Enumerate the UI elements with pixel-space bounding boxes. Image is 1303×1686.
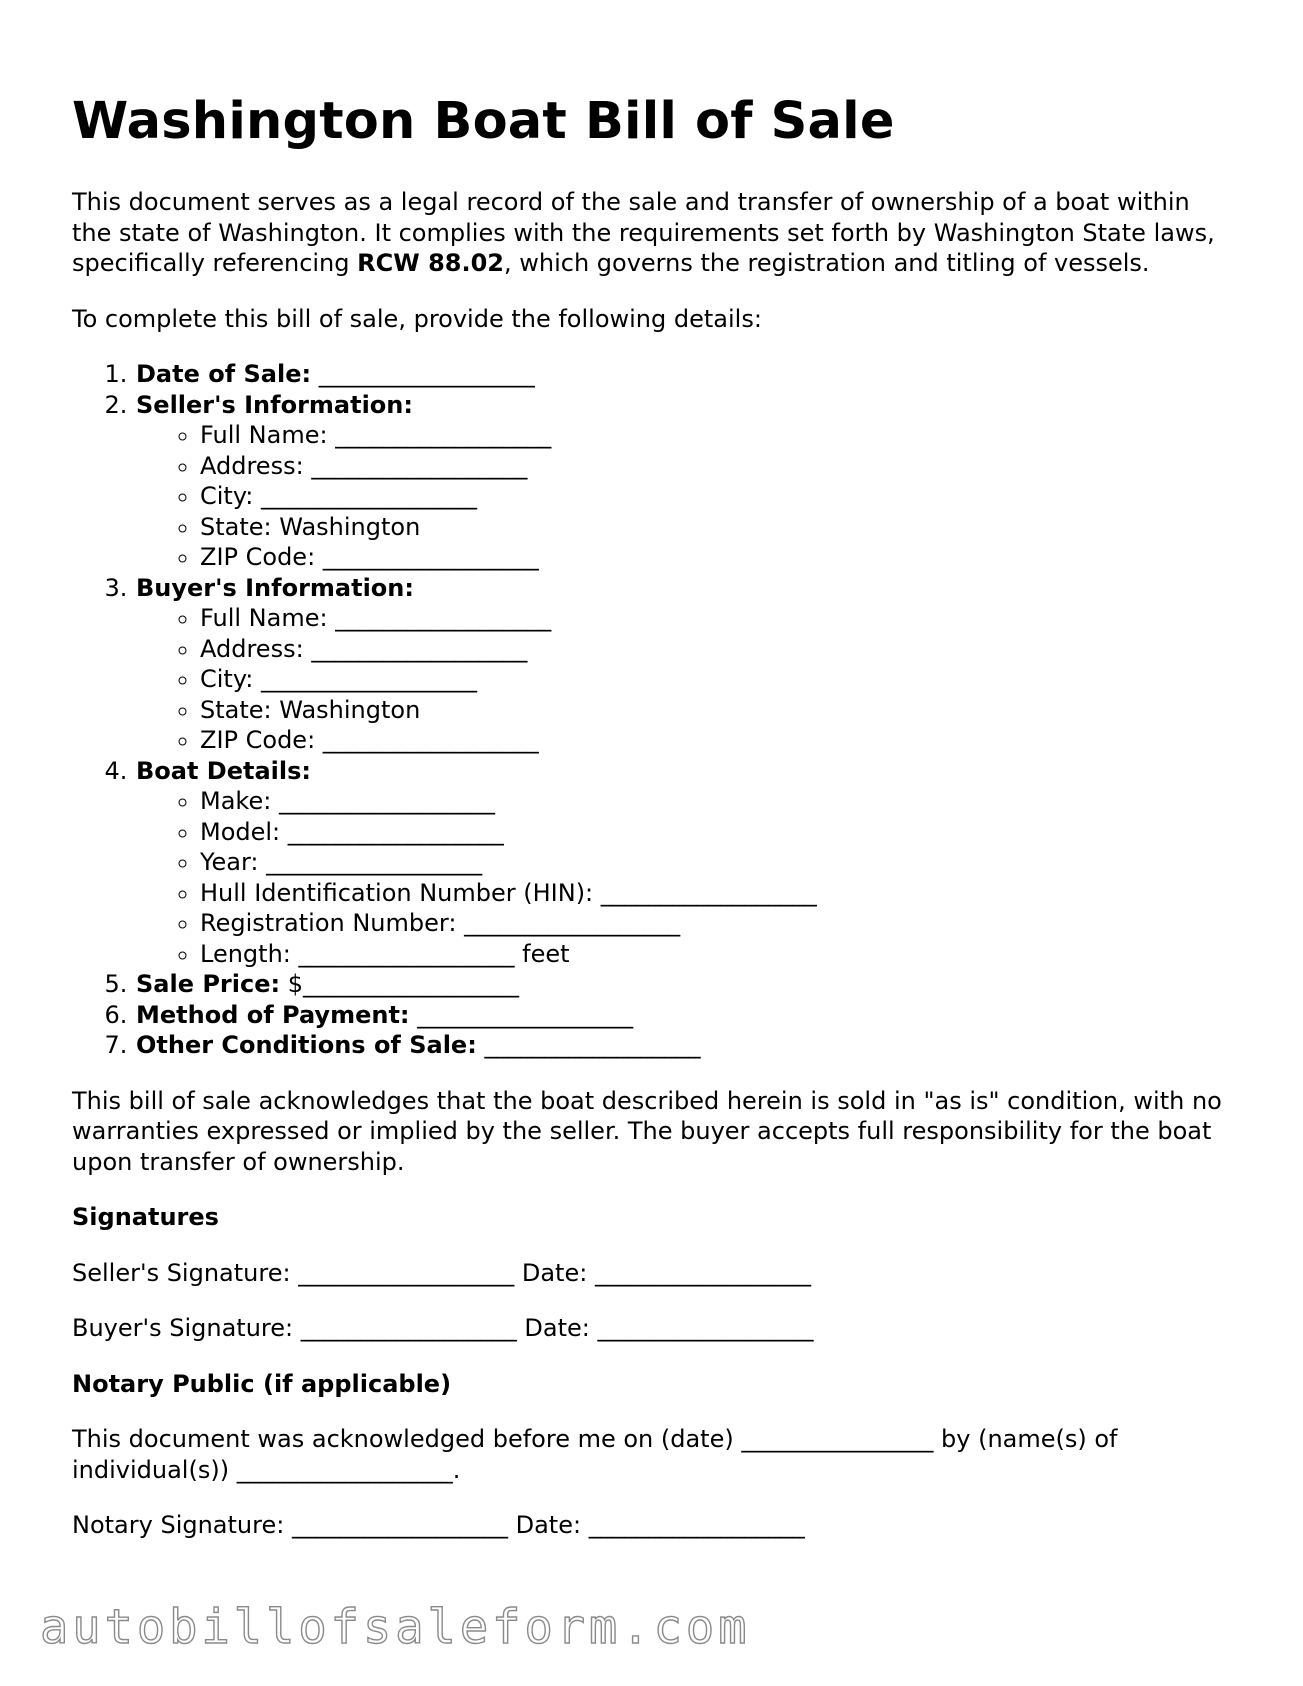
seller-zip-blank[interactable]: __________________ <box>322 543 539 571</box>
buyer-full-name-item <box>200 603 1232 634</box>
seller-date-label: Date: <box>521 1258 588 1287</box>
buyer-city-item <box>200 664 1232 695</box>
buyer-city-blank[interactable]: __________________ <box>261 665 478 693</box>
sale-price-blank[interactable]: __________________ <box>303 970 520 998</box>
seller-signature-label: Seller's Signature: <box>72 1258 291 1287</box>
notary-signature-label: Notary Signature: <box>72 1511 285 1539</box>
buyer-zip-blank[interactable]: __________________ <box>322 726 539 754</box>
notary-text-1: This document was acknowledged before me on (date) <box>72 1425 734 1453</box>
boat-registration-blank[interactable]: __________________ <box>464 909 681 937</box>
date-of-sale-label: Date of Sale: <box>136 360 312 388</box>
boat-fields-list <box>136 786 1232 969</box>
boat-details-label: Boat Details: <box>136 756 312 785</box>
buyer-signature-line <box>72 1313 1232 1344</box>
buyer-state-label: State: Washington <box>200 695 421 724</box>
boat-hin-label: Hull Identification Number (HIN): <box>200 878 594 907</box>
instructions-lead: To complete this bill of sale, provide the following details: <box>72 304 762 333</box>
intro-text-before: This document serves as a legal record of the sale and transfer of ownership of a boat within the state of Washington. It complies with the requirements set forth by Washington State laws, specifically referencing <box>72 188 1215 277</box>
boat-make-item <box>200 786 1232 817</box>
buyer-info-label: Buyer's Information: <box>136 573 414 602</box>
notary-signature-line <box>72 1510 1232 1541</box>
other-conditions-label: Other Conditions of Sale: <box>136 1031 477 1059</box>
seller-city-blank[interactable]: __________________ <box>261 482 478 510</box>
seller-address-item <box>200 451 1232 482</box>
buyer-zip-item <box>200 725 1232 756</box>
sale-price-label: Sale Price: <box>136 970 281 998</box>
sale-price-currency: $ <box>287 970 304 998</box>
intro-text-after: , which governs the registration and titling of vessels. <box>503 249 1150 277</box>
buyer-full-name-blank[interactable]: __________________ <box>335 604 552 632</box>
seller-fields-list <box>136 420 1232 573</box>
notary-text-2: by (name(s) of individual(s)) <box>72 1425 1118 1484</box>
signatures-heading: Signatures <box>72 1203 219 1231</box>
intro-paragraph <box>72 187 1232 279</box>
boat-registration-item <box>200 908 1232 939</box>
boat-length-item <box>200 939 1232 970</box>
boat-model-item <box>200 817 1232 848</box>
list-item-date-of-sale <box>135 359 1232 390</box>
seller-info-label: Seller's Information: <box>136 390 413 419</box>
notary-text-end: . <box>452 1455 461 1484</box>
seller-signature-line <box>72 1258 1232 1289</box>
boat-registration-label: Registration Number: <box>200 909 457 937</box>
list-item-seller-info <box>135 390 1232 573</box>
buyer-city-label: City: <box>200 665 254 693</box>
buyer-address-item <box>200 634 1232 665</box>
method-of-payment-blank[interactable]: __________________ <box>417 1000 634 1029</box>
buyer-signature-label: Buyer's Signature: <box>72 1314 294 1342</box>
rcw-reference: RCW 88.02 <box>357 249 504 277</box>
list-item-boat-details <box>135 756 1232 970</box>
buyer-zip-label: ZIP Code: <box>200 726 316 754</box>
seller-zip-item <box>200 542 1232 573</box>
seller-date-blank[interactable]: __________________ <box>594 1258 811 1287</box>
notary-names-blank[interactable]: __________________ <box>236 1455 453 1484</box>
date-of-sale-blank[interactable]: __________________ <box>318 360 535 388</box>
document-title: Washington Boat Bill of Sale <box>72 92 895 151</box>
notary-paragraph <box>72 1424 1232 1485</box>
method-of-payment-label: Method of Payment: <box>136 1000 410 1029</box>
boat-model-label: Model: <box>200 817 281 846</box>
notary-date-line-blank[interactable]: __________________ <box>588 1511 805 1539</box>
notary-heading: Notary Public (if applicable) <box>72 1369 452 1398</box>
boat-length-unit: feet <box>522 939 570 968</box>
notary-date-blank[interactable]: ________________ <box>741 1425 934 1453</box>
buyer-address-blank[interactable]: __________________ <box>311 634 528 663</box>
boat-model-blank[interactable]: __________________ <box>287 817 504 846</box>
boat-hin-blank[interactable]: __________________ <box>600 878 817 907</box>
seller-full-name-label: Full Name: <box>200 421 328 449</box>
seller-state-label: State: Washington <box>200 512 421 541</box>
seller-full-name-item <box>200 420 1232 451</box>
boat-year-label: Year: <box>200 848 259 876</box>
notary-signature-blank[interactable]: __________________ <box>291 1511 508 1539</box>
seller-zip-label: ZIP Code: <box>200 543 316 571</box>
details-list <box>72 359 1232 1061</box>
list-item-sale-price <box>135 969 1232 1000</box>
list-item-method-of-payment <box>135 1000 1232 1031</box>
buyer-fields-list <box>136 603 1232 756</box>
seller-city-item <box>200 481 1232 512</box>
seller-city-label: City: <box>200 482 254 510</box>
list-item-other-conditions <box>135 1030 1232 1061</box>
document-page <box>72 92 1232 1541</box>
list-item-buyer-info <box>135 573 1232 756</box>
boat-hin-item <box>200 878 1232 909</box>
buyer-full-name-label: Full Name: <box>200 604 328 632</box>
seller-signature-blank[interactable]: __________________ <box>298 1258 515 1287</box>
buyer-signature-blank[interactable]: __________________ <box>300 1314 517 1342</box>
buyer-date-blank[interactable]: __________________ <box>597 1314 814 1342</box>
watermark: autobillofsaleform.com <box>40 1600 751 1655</box>
boat-make-label: Make: <box>200 787 272 815</box>
boat-length-blank[interactable]: __________________ <box>298 939 515 968</box>
boat-make-blank[interactable]: __________________ <box>278 787 495 815</box>
seller-full-name-blank[interactable]: __________________ <box>335 421 552 449</box>
boat-year-item <box>200 847 1232 878</box>
seller-address-blank[interactable]: __________________ <box>311 451 528 480</box>
buyer-state-item <box>200 695 1232 726</box>
buyer-date-label: Date: <box>524 1314 590 1342</box>
buyer-address-label: Address: <box>200 634 304 663</box>
seller-state-item <box>200 512 1232 543</box>
boat-length-label: Length: <box>200 939 291 968</box>
other-conditions-blank[interactable]: __________________ <box>484 1031 701 1059</box>
acknowledgment-paragraph: This bill of sale acknowledges that the boat described herein is sold in "as is" condition, with no warranties expressed or implied by the seller. The buyer accepts full responsibility for the boat upon transfer of ownership. <box>72 1086 1222 1176</box>
boat-year-blank[interactable]: __________________ <box>266 848 483 876</box>
notary-date-label: Date: <box>515 1511 582 1539</box>
seller-address-label: Address: <box>200 451 304 480</box>
